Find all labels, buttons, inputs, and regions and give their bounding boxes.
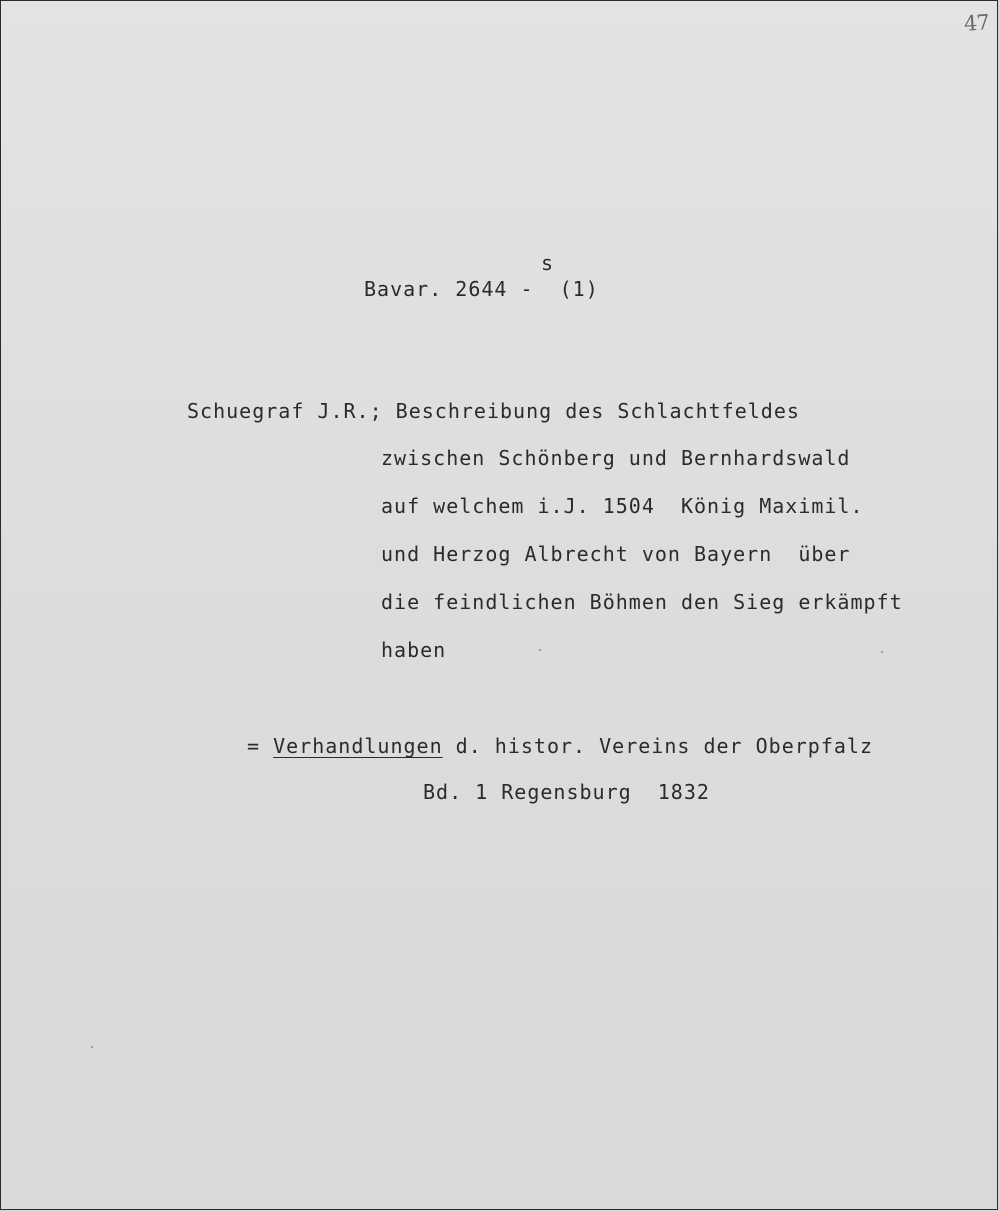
title-line: und Herzog Albrecht von Bayern über [381, 542, 851, 566]
volume-line: Bd. 1 Regensburg 1832 [423, 780, 710, 804]
series-rest: d. histor. Vereins der Oberpfalz [442, 734, 873, 758]
author-line: Schuegraf J.R.; Beschreibung des Schlachtfeldes [187, 399, 800, 423]
paper-speck [91, 1046, 93, 1048]
shelfmark: Bavar. 2644 - (1) [364, 277, 599, 301]
paper-speck [881, 651, 883, 653]
folio-number: 47 [963, 10, 990, 36]
title-line: auf welchem i.J. 1504 König Maximil. [381, 494, 864, 518]
source-line [247, 734, 873, 758]
shelfmark-superscript: s [541, 251, 555, 275]
source-prefix: = [247, 734, 274, 758]
series-title: Verhandlungen [273, 734, 443, 758]
title-line: haben [381, 638, 447, 662]
title-line: zwischen Schönberg und Bernhardswald [381, 446, 851, 470]
paper-speck [539, 649, 541, 651]
title-line: die feindlichen Böhmen den Sieg erkämpft [381, 590, 903, 614]
